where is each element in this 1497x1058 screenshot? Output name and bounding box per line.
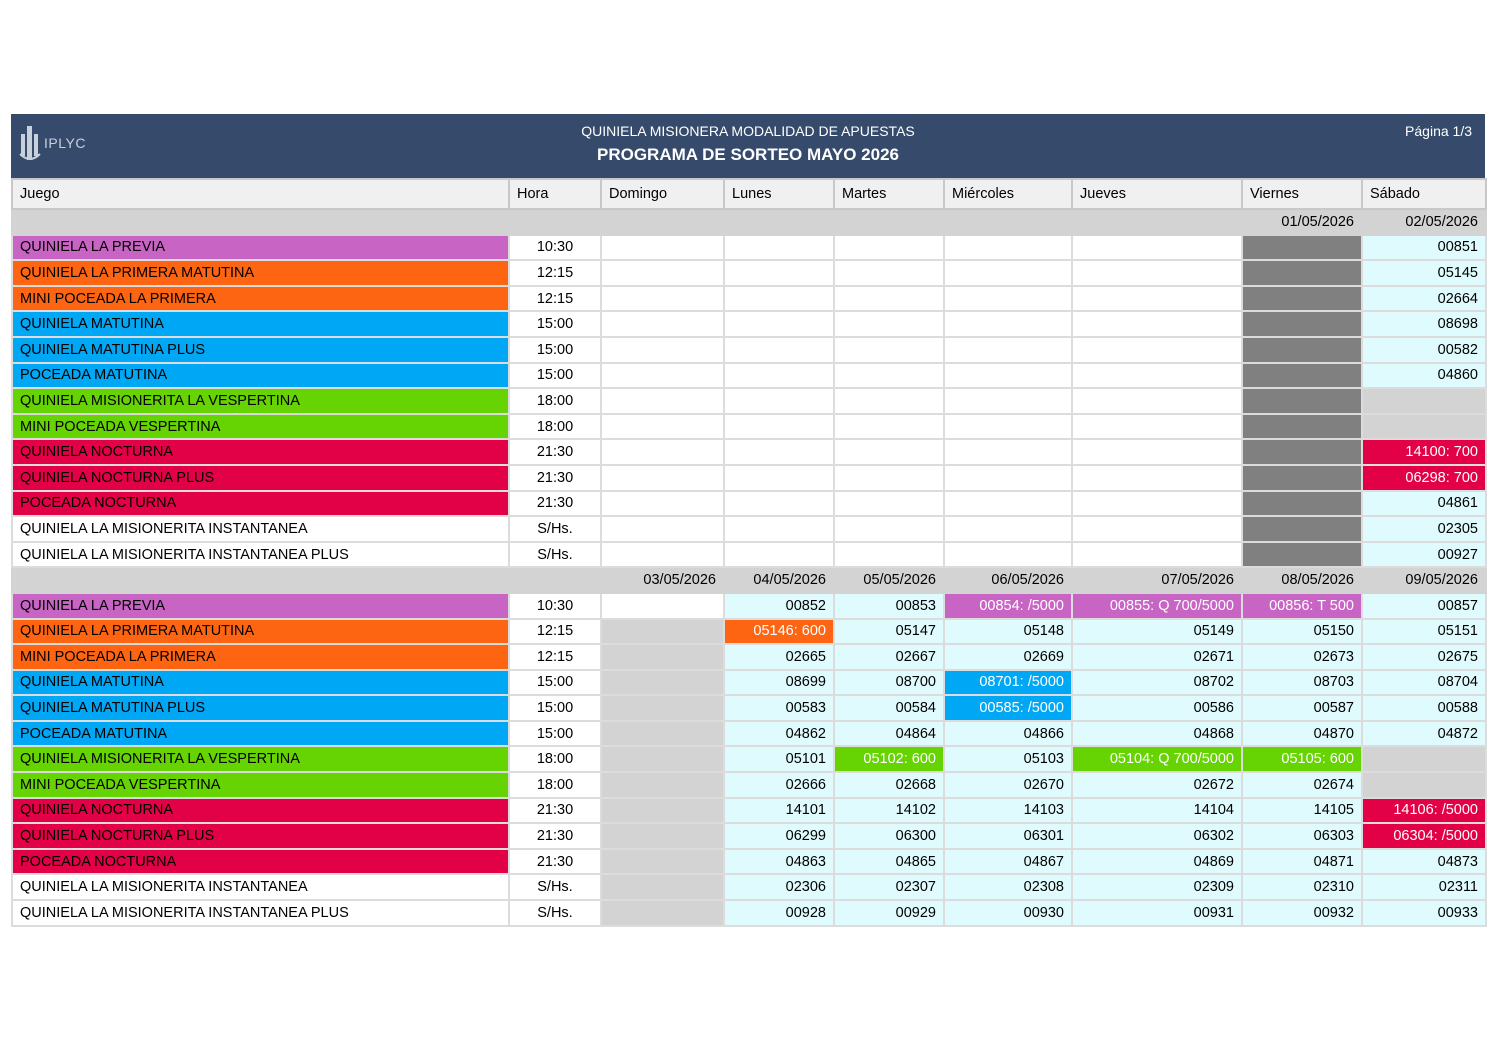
game-name: QUINIELA MISIONERITA LA VESPERTINA [12,746,509,772]
game-row [12,235,1486,261]
game-name: QUINIELA LA MISIONERITA INSTANTANEA PLUS [12,900,509,926]
draw-number-cell: 08699 [724,670,834,696]
draw-number-cell [601,286,724,312]
draw-number-cell [1242,516,1362,542]
draw-number-cell: 02672 [1072,772,1242,798]
game-time: 15:00 [509,670,601,696]
date-cell: 06/05/2026 [944,567,1072,593]
draw-number-cell: 05148 [944,619,1072,645]
draw-number-cell [1242,286,1362,312]
game-row [12,491,1486,517]
draw-number-cell [601,414,724,440]
draw-number-cell: 14100: 700 [1362,439,1486,465]
draw-number-cell [724,260,834,286]
draw-number-cell [1242,465,1362,491]
col-jueves: Jueves [1072,179,1242,209]
game-time: 12:15 [509,286,601,312]
draw-number-cell: 05150 [1242,619,1362,645]
draw-number-cell [724,337,834,363]
draw-number-cell [601,695,724,721]
draw-number-cell: 08701: /5000 [944,670,1072,696]
game-row [12,414,1486,440]
draw-number-cell: 05104: Q 700/5000 [1072,746,1242,772]
game-name: MINI POCEADA LA PRIMERA [12,286,509,312]
game-time: 12:15 [509,644,601,670]
draw-number-cell [944,542,1072,568]
draw-number-cell: 00854: /5000 [944,593,1072,619]
draw-number-cell: 04867 [944,849,1072,875]
game-row [12,388,1486,414]
draw-number-cell: 02671 [1072,644,1242,670]
game-time: 21:30 [509,465,601,491]
game-name: QUINIELA NOCTURNA PLUS [12,465,509,491]
game-name: QUINIELA NOCTURNA PLUS [12,823,509,849]
draw-number-cell [724,414,834,440]
draw-number-cell: 14104 [1072,798,1242,824]
draw-number-cell [1362,772,1486,798]
draw-number-cell [944,337,1072,363]
draw-number-cell [601,439,724,465]
draw-number-cell: 00930 [944,900,1072,926]
date-spacer [12,209,509,235]
game-row [12,644,1486,670]
game-row [12,439,1486,465]
draw-number-cell [1072,388,1242,414]
game-row [12,260,1486,286]
draw-number-cell [834,235,944,261]
draw-number-cell: 04866 [944,721,1072,747]
game-time: 21:30 [509,798,601,824]
document-title: QUINIELA MISIONERA MODALIDAD DE APUESTAS [581,123,915,139]
draw-number-cell [834,516,944,542]
draw-number-cell [834,260,944,286]
game-time: 10:30 [509,235,601,261]
draw-number-cell [724,465,834,491]
draw-number-cell: 04870 [1242,721,1362,747]
game-name: QUINIELA MATUTINA [12,311,509,337]
draw-number-cell: 00857 [1362,593,1486,619]
game-name: POCEADA NOCTURNA [12,491,509,517]
draw-number-cell [944,491,1072,517]
draw-number-cell: 04869 [1072,849,1242,875]
date-cell: 03/05/2026 [601,567,724,593]
draw-number-cell [601,363,724,389]
date-cell: 05/05/2026 [834,567,944,593]
draw-number-cell [601,619,724,645]
date-spacer [509,567,601,593]
game-time: 15:00 [509,311,601,337]
draw-number-cell: 06299 [724,823,834,849]
draw-number-cell: 02664 [1362,286,1486,312]
draw-number-cell [944,516,1072,542]
game-time: S/Hs. [509,874,601,900]
draw-number-cell [601,388,724,414]
draw-number-cell: 02666 [724,772,834,798]
draw-number-cell: 04864 [834,721,944,747]
draw-number-cell [1072,363,1242,389]
col-sabado: Sábado [1362,179,1486,209]
draw-number-cell: 00853 [834,593,944,619]
game-name: QUINIELA NOCTURNA [12,798,509,824]
draw-number-cell [601,337,724,363]
draw-number-cell [1072,337,1242,363]
date-cell: 07/05/2026 [1072,567,1242,593]
game-row [12,721,1486,747]
document-subtitle: PROGRAMA DE SORTEO MAYO 2026 [597,145,899,164]
col-miercoles: Miércoles [944,179,1072,209]
game-row [12,798,1486,824]
draw-number-cell: 06298: 700 [1362,465,1486,491]
draw-number-cell [1072,414,1242,440]
col-juego: Juego [12,179,509,209]
draw-number-cell [834,363,944,389]
draw-number-cell [944,363,1072,389]
column-header-row [12,179,1486,209]
draw-number-cell [601,491,724,517]
game-name: QUINIELA NOCTURNA [12,439,509,465]
draw-number-cell: 00588 [1362,695,1486,721]
game-row [12,823,1486,849]
draw-number-cell [834,414,944,440]
draw-number-cell: 02309 [1072,874,1242,900]
col-viernes: Viernes [1242,179,1362,209]
draw-number-cell: 14106: /5000 [1362,798,1486,824]
draw-number-cell [1072,311,1242,337]
draw-number-cell: 06304: /5000 [1362,823,1486,849]
draw-number-cell [601,900,724,926]
draw-number-cell [834,286,944,312]
draw-number-cell [834,388,944,414]
game-name: QUINIELA LA PRIMERA MATUTINA [12,619,509,645]
page-number: Página 1/3 [1405,123,1472,139]
game-name: QUINIELA LA PRIMERA MATUTINA [12,260,509,286]
draw-number-cell [1242,414,1362,440]
col-martes: Martes [834,179,944,209]
draw-number-cell [601,260,724,286]
logo-text: IPLYC [44,135,86,151]
date-cell [834,209,944,235]
draw-number-cell [944,260,1072,286]
game-row [12,695,1486,721]
draw-number-cell: 02308 [944,874,1072,900]
draw-number-cell [834,337,944,363]
draw-number-cell [601,798,724,824]
draw-number-cell: 14101 [724,798,834,824]
draw-number-cell [1072,516,1242,542]
draw-number-cell: 05101 [724,746,834,772]
date-cell [601,209,724,235]
draw-number-cell: 00931 [1072,900,1242,926]
draw-number-cell: 02311 [1362,874,1486,900]
draw-number-cell: 00585: /5000 [944,695,1072,721]
draw-number-cell: 02310 [1242,874,1362,900]
draw-number-cell: 00933 [1362,900,1486,926]
draw-number-cell [1242,235,1362,261]
draw-number-cell [944,311,1072,337]
draw-number-cell: 05147 [834,619,944,645]
game-name: QUINIELA LA PREVIA [12,235,509,261]
draw-number-cell: 05146: 600 [724,619,834,645]
draw-number-cell [944,388,1072,414]
draw-number-cell: 04868 [1072,721,1242,747]
draw-number-cell [1242,363,1362,389]
draw-number-cell: 02673 [1242,644,1362,670]
draw-number-cell: 05151 [1362,619,1486,645]
game-time: 12:15 [509,619,601,645]
draw-number-cell [724,491,834,517]
game-name: QUINIELA LA MISIONERITA INSTANTANEA [12,516,509,542]
draw-number-cell: 02669 [944,644,1072,670]
game-time: S/Hs. [509,900,601,926]
draw-number-cell: 00586 [1072,695,1242,721]
draw-number-cell: 02670 [944,772,1072,798]
draw-number-cell [834,491,944,517]
game-name: QUINIELA LA MISIONERITA INSTANTANEA [12,874,509,900]
draw-number-cell [601,874,724,900]
draw-number-cell [834,439,944,465]
draw-number-cell: 00851 [1362,235,1486,261]
draw-number-cell [1242,337,1362,363]
draw-number-cell: 14103 [944,798,1072,824]
game-row [12,900,1486,926]
game-time: 15:00 [509,363,601,389]
draw-number-cell [724,286,834,312]
draw-number-cell [1362,746,1486,772]
draw-number-cell [601,542,724,568]
draw-number-cell [944,286,1072,312]
draw-number-cell: 00929 [834,900,944,926]
draw-number-cell: 02307 [834,874,944,900]
draw-number-cell [601,311,724,337]
draw-number-cell [601,746,724,772]
date-cell: 08/05/2026 [1242,567,1362,593]
draw-number-cell: 04863 [724,849,834,875]
game-row [12,363,1486,389]
schedule-body [12,209,1486,926]
game-time: 21:30 [509,849,601,875]
date-cell: 09/05/2026 [1362,567,1486,593]
draw-number-cell [724,388,834,414]
draw-number-cell [601,465,724,491]
game-time: 18:00 [509,414,601,440]
game-name: QUINIELA MATUTINA PLUS [12,695,509,721]
game-time: 21:30 [509,823,601,849]
game-row [12,465,1486,491]
draw-number-cell [724,363,834,389]
schedule-table [11,178,1487,927]
draw-number-cell [601,721,724,747]
draw-number-cell: 04861 [1362,491,1486,517]
game-time: S/Hs. [509,542,601,568]
draw-number-cell: 08704 [1362,670,1486,696]
draw-number-cell [601,772,724,798]
game-time: S/Hs. [509,516,601,542]
draw-number-cell: 05145 [1362,260,1486,286]
draw-number-cell: 04871 [1242,849,1362,875]
draw-number-cell: 00855: Q 700/5000 [1072,593,1242,619]
game-row [12,619,1486,645]
draw-number-cell [724,542,834,568]
draw-number-cell: 00932 [1242,900,1362,926]
game-time: 10:30 [509,593,601,619]
game-name: MINI POCEADA LA PRIMERA [12,644,509,670]
week-date-row [12,209,1486,235]
game-row [12,874,1486,900]
draw-number-cell: 08700 [834,670,944,696]
draw-number-cell: 05105: 600 [1242,746,1362,772]
draw-number-cell: 00856: T 500 [1242,593,1362,619]
draw-number-cell: 06303 [1242,823,1362,849]
draw-number-cell: 00587 [1242,695,1362,721]
draw-number-cell [834,542,944,568]
draw-number-cell: 00928 [724,900,834,926]
draw-number-cell [724,516,834,542]
date-cell: 01/05/2026 [1242,209,1362,235]
draw-number-cell [1242,491,1362,517]
draw-number-cell [724,311,834,337]
draw-number-cell [601,849,724,875]
date-cell: 02/05/2026 [1362,209,1486,235]
draw-number-cell: 02305 [1362,516,1486,542]
draw-number-cell [1242,260,1362,286]
draw-number-cell [944,439,1072,465]
draw-number-cell: 08703 [1242,670,1362,696]
date-spacer [509,209,601,235]
draw-number-cell: 06302 [1072,823,1242,849]
draw-number-cell [1072,286,1242,312]
game-name: QUINIELA LA MISIONERITA INSTANTANEA PLUS [12,542,509,568]
date-spacer [12,567,509,593]
draw-number-cell [834,311,944,337]
draw-number-cell: 04873 [1362,849,1486,875]
game-row [12,593,1486,619]
game-time: 21:30 [509,439,601,465]
col-lunes: Lunes [724,179,834,209]
game-row [12,746,1486,772]
col-domingo: Domingo [601,179,724,209]
draw-number-cell [1242,311,1362,337]
draw-number-cell: 06300 [834,823,944,849]
game-time: 21:30 [509,491,601,517]
draw-number-cell [1072,465,1242,491]
draw-number-cell: 04865 [834,849,944,875]
draw-number-cell: 02667 [834,644,944,670]
game-name: MINI POCEADA VESPERTINA [12,414,509,440]
draw-number-cell [944,235,1072,261]
date-cell: 04/05/2026 [724,567,834,593]
col-hora: Hora [509,179,601,209]
game-time: 12:15 [509,260,601,286]
draw-number-cell: 00583 [724,695,834,721]
draw-number-cell: 02306 [724,874,834,900]
draw-number-cell [601,235,724,261]
draw-number-cell: 00927 [1362,542,1486,568]
game-name: QUINIELA MISIONERITA LA VESPERTINA [12,388,509,414]
draw-number-cell: 00852 [724,593,834,619]
game-row [12,849,1486,875]
game-time: 15:00 [509,337,601,363]
draw-number-cell [601,644,724,670]
game-time: 18:00 [509,772,601,798]
game-name: QUINIELA LA PREVIA [12,593,509,619]
draw-number-cell [1072,235,1242,261]
game-time: 15:00 [509,695,601,721]
draw-number-cell [1242,439,1362,465]
game-row [12,286,1486,312]
draw-number-cell [834,465,944,491]
draw-number-cell: 02668 [834,772,944,798]
draw-number-cell [601,593,724,619]
draw-number-cell: 02665 [724,644,834,670]
game-name: POCEADA MATUTINA [12,363,509,389]
draw-number-cell [601,516,724,542]
draw-number-cell [1072,260,1242,286]
draw-number-cell: 05149 [1072,619,1242,645]
week-date-row [12,567,1486,593]
draw-number-cell [1072,439,1242,465]
draw-number-cell [1242,388,1362,414]
draw-number-cell: 04860 [1362,363,1486,389]
game-time: 18:00 [509,746,601,772]
draw-number-cell [1242,542,1362,568]
draw-number-cell [724,439,834,465]
game-time: 18:00 [509,388,601,414]
draw-number-cell [944,414,1072,440]
draw-number-cell: 02675 [1362,644,1486,670]
draw-number-cell [944,465,1072,491]
game-name: MINI POCEADA VESPERTINA [12,772,509,798]
game-name: QUINIELA MATUTINA PLUS [12,337,509,363]
draw-number-cell: 00582 [1362,337,1486,363]
schedule-sheet [11,114,1485,927]
draw-number-cell: 14105 [1242,798,1362,824]
draw-number-cell [1362,414,1486,440]
draw-number-cell: 08702 [1072,670,1242,696]
draw-number-cell [1072,542,1242,568]
draw-number-cell: 04872 [1362,721,1486,747]
draw-number-cell: 04862 [724,721,834,747]
game-time: 15:00 [509,721,601,747]
game-row [12,337,1486,363]
draw-number-cell [601,823,724,849]
game-row [12,670,1486,696]
game-row [12,772,1486,798]
game-row [12,311,1486,337]
date-cell [724,209,834,235]
game-name: POCEADA NOCTURNA [12,849,509,875]
game-name: POCEADA MATUTINA [12,721,509,747]
draw-number-cell: 05103 [944,746,1072,772]
draw-number-cell: 02674 [1242,772,1362,798]
draw-number-cell: 14102 [834,798,944,824]
game-name: QUINIELA MATUTINA [12,670,509,696]
draw-number-cell [1072,491,1242,517]
date-cell [944,209,1072,235]
draw-number-cell [724,235,834,261]
draw-number-cell [1362,388,1486,414]
game-row [12,516,1486,542]
draw-number-cell: 00584 [834,695,944,721]
draw-number-cell: 06301 [944,823,1072,849]
document-header [11,114,1485,178]
draw-number-cell: 05102: 600 [834,746,944,772]
date-cell [1072,209,1242,235]
draw-number-cell: 08698 [1362,311,1486,337]
game-row [12,542,1486,568]
draw-number-cell [601,670,724,696]
